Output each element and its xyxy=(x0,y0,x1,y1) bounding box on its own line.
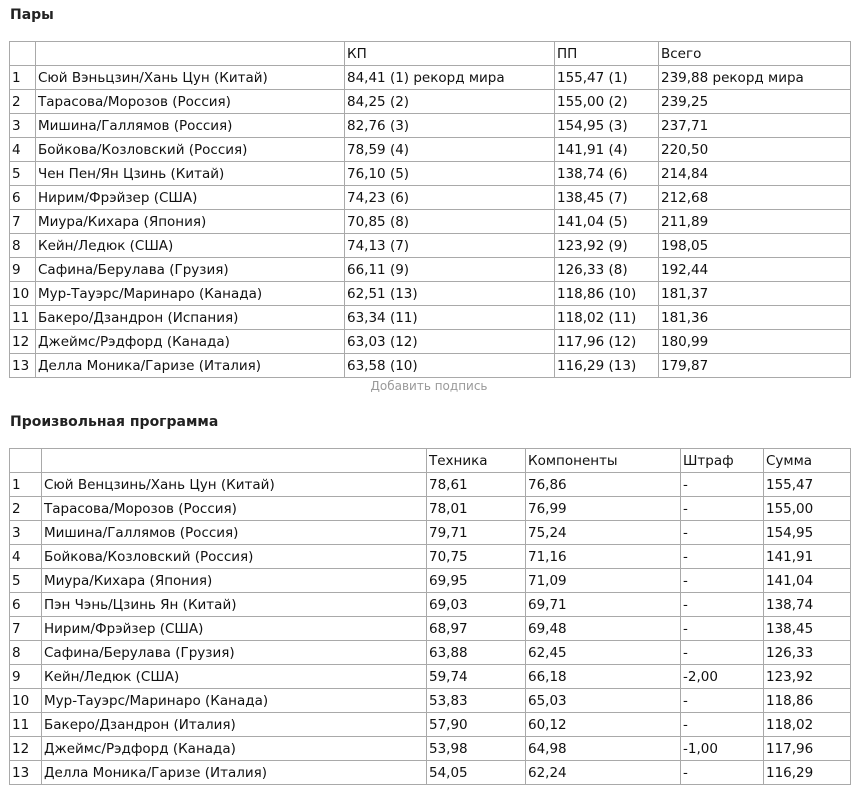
place-cell: 4 xyxy=(10,138,36,162)
sum-cell: 155,00 xyxy=(764,497,851,521)
free-program-table-row xyxy=(10,497,851,521)
place-cell: 1 xyxy=(10,473,42,497)
free-program-cell: 118,02 (11) xyxy=(555,306,659,330)
total-cell: 237,71 xyxy=(659,114,851,138)
place-cell: 1 xyxy=(10,66,36,90)
pair-name-cell: Миура/Кихара (Япония) xyxy=(36,210,345,234)
components-cell: 76,99 xyxy=(526,497,681,521)
components-cell: 66,18 xyxy=(526,665,681,689)
pair-name-cell: Джеймс/Рэдфорд (Канада) xyxy=(36,330,345,354)
total-cell: 239,25 xyxy=(659,90,851,114)
total-cell: 179,87 xyxy=(659,354,851,378)
pair-name-cell: Бакеро/Дзандрон (Испания) xyxy=(36,306,345,330)
place-cell: 9 xyxy=(10,665,42,689)
penalty-cell: - xyxy=(681,713,764,737)
pair-name-cell: Мишина/Галлямов (Россия) xyxy=(42,521,427,545)
short-program-cell: 74,23 (6) xyxy=(345,186,555,210)
free-program-cell: 117,96 (12) xyxy=(555,330,659,354)
short-program-cell: 62,51 (13) xyxy=(345,282,555,306)
place-cell: 7 xyxy=(10,617,42,641)
penalty-cell: - xyxy=(681,521,764,545)
pairs-table-row xyxy=(10,306,851,330)
free-program-table-row xyxy=(10,641,851,665)
free-program-cell: 123,92 (9) xyxy=(555,234,659,258)
short-program-cell: 76,10 (5) xyxy=(345,162,555,186)
short-program-cell: 84,25 (2) xyxy=(345,90,555,114)
technical-cell: 57,90 xyxy=(427,713,526,737)
total-cell: 211,89 xyxy=(659,210,851,234)
place-cell: 4 xyxy=(10,545,42,569)
free-program-table-row xyxy=(10,545,851,569)
place-cell: 3 xyxy=(10,114,36,138)
penalty-cell: Штраф xyxy=(681,449,764,473)
pairs-table-row xyxy=(10,282,851,306)
technical-cell: 53,83 xyxy=(427,689,526,713)
free-program-cell: 141,91 (4) xyxy=(555,138,659,162)
pair-name-cell: Чен Пен/Ян Цзинь (Китай) xyxy=(36,162,345,186)
technical-cell: 68,97 xyxy=(427,617,526,641)
sum-cell: 138,45 xyxy=(764,617,851,641)
components-cell: 76,86 xyxy=(526,473,681,497)
free-program-cell: ПП xyxy=(555,42,659,66)
technical-cell: 78,61 xyxy=(427,473,526,497)
total-cell: Всего xyxy=(659,42,851,66)
place-cell: 10 xyxy=(10,689,42,713)
free-program-results-table xyxy=(9,448,851,785)
free-program-cell: 116,29 (13) xyxy=(555,354,659,378)
pair-name-cell xyxy=(36,42,345,66)
free-program-cell: 155,00 (2) xyxy=(555,90,659,114)
total-cell: 181,37 xyxy=(659,282,851,306)
total-cell: 198,05 xyxy=(659,234,851,258)
components-cell: 71,09 xyxy=(526,569,681,593)
free-program-table-row xyxy=(10,665,851,689)
free-program-table-row xyxy=(10,617,851,641)
place-cell: 3 xyxy=(10,521,42,545)
components-cell: 62,45 xyxy=(526,641,681,665)
pair-name-cell: Сафина/Берулава (Грузия) xyxy=(42,641,427,665)
pair-name-cell: Бойкова/Козловский (Россия) xyxy=(36,138,345,162)
free-program-table-row xyxy=(10,521,851,545)
components-cell: 65,03 xyxy=(526,689,681,713)
penalty-cell: - xyxy=(681,473,764,497)
total-cell: 180,99 xyxy=(659,330,851,354)
place-cell: 8 xyxy=(10,641,42,665)
short-program-cell: 63,58 (10) xyxy=(345,354,555,378)
pair-name-cell: Джеймс/Рэдфорд (Канада) xyxy=(42,737,427,761)
total-cell: 239,88 рекорд мира xyxy=(659,66,851,90)
technical-cell: 69,03 xyxy=(427,593,526,617)
free-program-table-row xyxy=(10,593,851,617)
place-cell xyxy=(10,449,42,473)
place-cell: 13 xyxy=(10,761,42,785)
penalty-cell: -1,00 xyxy=(681,737,764,761)
technical-cell: 59,74 xyxy=(427,665,526,689)
pair-name-cell: Делла Моника/Гаризе (Италия) xyxy=(42,761,427,785)
pairs-results-table xyxy=(9,41,851,378)
pair-name-cell: Тарасова/Морозов (Россия) xyxy=(36,90,345,114)
components-cell: 62,24 xyxy=(526,761,681,785)
technical-cell: 63,88 xyxy=(427,641,526,665)
short-program-cell: 78,59 (4) xyxy=(345,138,555,162)
pairs-header-row xyxy=(10,42,851,66)
total-cell: 212,68 xyxy=(659,186,851,210)
place-cell: 9 xyxy=(10,258,36,282)
penalty-cell: - xyxy=(681,617,764,641)
sum-cell: 138,74 xyxy=(764,593,851,617)
free-program-cell: 138,74 (6) xyxy=(555,162,659,186)
penalty-cell: - xyxy=(681,569,764,593)
place-cell: 7 xyxy=(10,210,36,234)
pairs-table-row xyxy=(10,186,851,210)
pair-name-cell xyxy=(42,449,427,473)
free-program-cell: 154,95 (3) xyxy=(555,114,659,138)
short-program-cell: 63,34 (11) xyxy=(345,306,555,330)
free-program-table-row xyxy=(10,761,851,785)
technical-cell: 79,71 xyxy=(427,521,526,545)
short-program-cell: 70,85 (8) xyxy=(345,210,555,234)
pair-name-cell: Сюй Венцзинь/Хань Цун (Китай) xyxy=(42,473,427,497)
sum-cell: 141,04 xyxy=(764,569,851,593)
pairs-table-row xyxy=(10,354,851,378)
place-cell: 5 xyxy=(10,569,42,593)
short-program-cell: 82,76 (3) xyxy=(345,114,555,138)
total-cell: 220,50 xyxy=(659,138,851,162)
free-program-table-row xyxy=(10,737,851,761)
sum-cell: 118,86 xyxy=(764,689,851,713)
short-program-cell: 84,41 (1) рекорд мира xyxy=(345,66,555,90)
pair-name-cell: Делла Моника/Гаризе (Италия) xyxy=(36,354,345,378)
sum-cell: 154,95 xyxy=(764,521,851,545)
place-cell: 13 xyxy=(10,354,36,378)
place-cell: 6 xyxy=(10,186,36,210)
sum-cell: 116,29 xyxy=(764,761,851,785)
pairs-table-row xyxy=(10,330,851,354)
pairs-table-row xyxy=(10,138,851,162)
components-cell: Компоненты xyxy=(526,449,681,473)
sum-cell: 141,91 xyxy=(764,545,851,569)
place-cell: 11 xyxy=(10,713,42,737)
penalty-cell: - xyxy=(681,497,764,521)
technical-cell: 78,01 xyxy=(427,497,526,521)
penalty-cell: - xyxy=(681,689,764,713)
free-program-cell: 138,45 (7) xyxy=(555,186,659,210)
pair-name-cell: Нирим/Фрэйзер (США) xyxy=(36,186,345,210)
technical-cell: 53,98 xyxy=(427,737,526,761)
components-cell: 69,48 xyxy=(526,617,681,641)
short-program-cell: 74,13 (7) xyxy=(345,234,555,258)
pair-name-cell: Нирим/Фрэйзер (США) xyxy=(42,617,427,641)
pair-name-cell: Кейн/Ледюк (США) xyxy=(42,665,427,689)
pair-name-cell: Миура/Кихара (Япония) xyxy=(42,569,427,593)
free-program-cell: 141,04 (5) xyxy=(555,210,659,234)
penalty-cell: -2,00 xyxy=(681,665,764,689)
pairs-table-row xyxy=(10,90,851,114)
technical-cell: 54,05 xyxy=(427,761,526,785)
free-program-table-row xyxy=(10,713,851,737)
pairs-table-row xyxy=(10,234,851,258)
free-program-table-row xyxy=(10,473,851,497)
free-program-cell: 155,47 (1) xyxy=(555,66,659,90)
pair-name-cell: Сафина/Берулава (Грузия) xyxy=(36,258,345,282)
sum-cell: 123,92 xyxy=(764,665,851,689)
free-program-table-row xyxy=(10,689,851,713)
pairs-table-row xyxy=(10,210,851,234)
place-cell: 2 xyxy=(10,497,42,521)
free-program-header-row xyxy=(10,449,851,473)
sum-cell: 126,33 xyxy=(764,641,851,665)
free-program-table-row xyxy=(10,569,851,593)
pair-name-cell: Мур-Тауэрс/Маринаро (Канада) xyxy=(42,689,427,713)
pair-name-cell: Бойкова/Козловский (Россия) xyxy=(42,545,427,569)
place-cell xyxy=(10,42,36,66)
add-caption-link[interactable]: Добавить подпись xyxy=(370,379,488,393)
short-program-cell: 66,11 (9) xyxy=(345,258,555,282)
total-cell: 192,44 xyxy=(659,258,851,282)
technical-cell: Техника xyxy=(427,449,526,473)
section-title-free-program: Произвольная программа xyxy=(10,414,219,430)
components-cell: 71,16 xyxy=(526,545,681,569)
penalty-cell: - xyxy=(681,761,764,785)
place-cell: 5 xyxy=(10,162,36,186)
place-cell: 11 xyxy=(10,306,36,330)
pairs-table-row xyxy=(10,66,851,90)
components-cell: 69,71 xyxy=(526,593,681,617)
penalty-cell: - xyxy=(681,593,764,617)
pair-name-cell: Мур-Тауэрс/Маринаро (Канада) xyxy=(36,282,345,306)
components-cell: 64,98 xyxy=(526,737,681,761)
free-program-cell: 118,86 (10) xyxy=(555,282,659,306)
sum-cell: 118,02 xyxy=(764,713,851,737)
technical-cell: 70,75 xyxy=(427,545,526,569)
pair-name-cell: Пэн Чэнь/Цзинь Ян (Китай) xyxy=(42,593,427,617)
place-cell: 10 xyxy=(10,282,36,306)
penalty-cell: - xyxy=(681,641,764,665)
pairs-table-row xyxy=(10,162,851,186)
sum-cell: 117,96 xyxy=(764,737,851,761)
section-title-pairs: Пары xyxy=(10,7,54,23)
components-cell: 60,12 xyxy=(526,713,681,737)
pair-name-cell: Тарасова/Морозов (Россия) xyxy=(42,497,427,521)
place-cell: 2 xyxy=(10,90,36,114)
place-cell: 12 xyxy=(10,330,36,354)
free-program-cell: 126,33 (8) xyxy=(555,258,659,282)
sum-cell: 155,47 xyxy=(764,473,851,497)
place-cell: 6 xyxy=(10,593,42,617)
technical-cell: 69,95 xyxy=(427,569,526,593)
pair-name-cell: Мишина/Галлямов (Россия) xyxy=(36,114,345,138)
short-program-cell: КП xyxy=(345,42,555,66)
pairs-table-row xyxy=(10,258,851,282)
sum-cell: Сумма xyxy=(764,449,851,473)
pair-name-cell: Кейн/Ледюк (США) xyxy=(36,234,345,258)
components-cell: 75,24 xyxy=(526,521,681,545)
pairs-table-row xyxy=(10,114,851,138)
place-cell: 12 xyxy=(10,737,42,761)
short-program-cell: 63,03 (12) xyxy=(345,330,555,354)
total-cell: 181,36 xyxy=(659,306,851,330)
total-cell: 214,84 xyxy=(659,162,851,186)
penalty-cell: - xyxy=(681,545,764,569)
pair-name-cell: Бакеро/Дзандрон (Италия) xyxy=(42,713,427,737)
pair-name-cell: Сюй Вэньцзин/Хань Цун (Китай) xyxy=(36,66,345,90)
place-cell: 8 xyxy=(10,234,36,258)
